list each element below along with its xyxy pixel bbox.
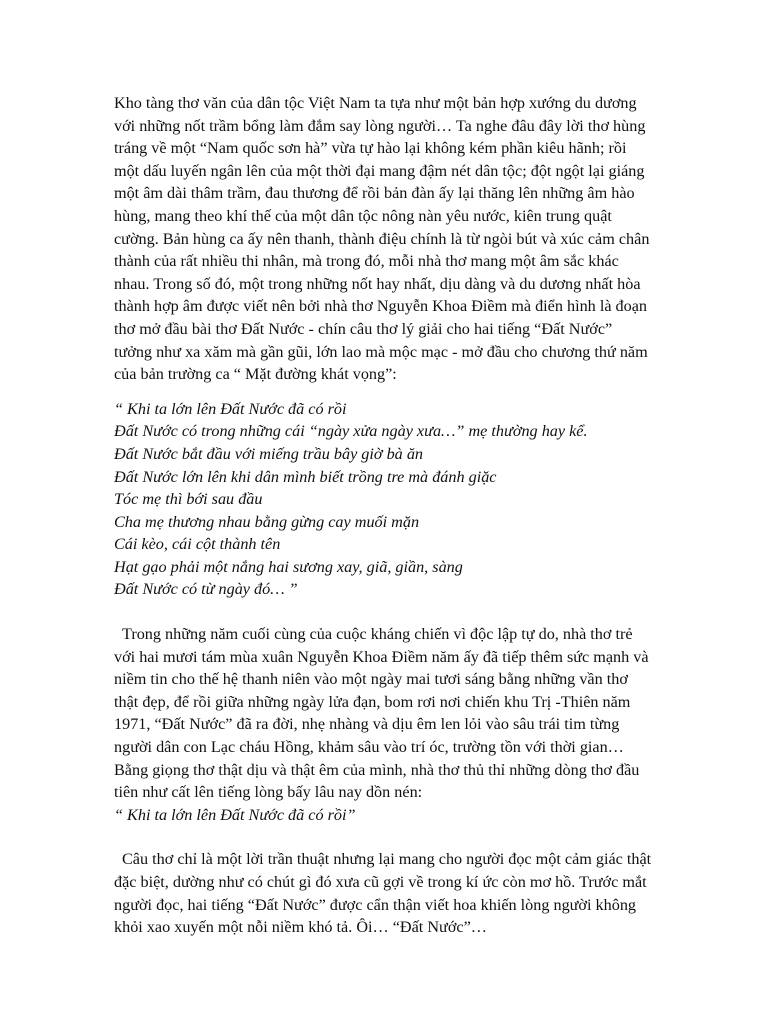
spacer <box>114 601 654 623</box>
intro-paragraph: Kho tàng thơ văn của dân tộc Việt Nam ta tựa như một bản hợp xướng du dương với những nốt trầm bổng làm đắm say lòng người… Ta nghe đâu đây lời thơ hùng tráng về một “Nam quốc sơn hà” vừa tự hào lại không kém phần kiêu hãnh; rồi một dấu luyến ngân lên của một thời đại mang đậm nét dân tộc; đột ngột lại giáng một âm dài thâm trầm, đau thương để rồi bản đàn ấy lại thăng lên những âm hào hùng, mang theo khí thế của một dân tộc nông nàn yêu nước, kiên trung quật cường. Bản hùng ca ấy nên thanh, thành điệu chính là từ ngòi bút và xúc cảm chân thành của rất nhiều thi nhân, mà trong đó, mỗi nhà thơ mang một âm sắc khác nhau. Trong số đó, một trong những nốt hay nhất, dịu dàng và du dương nhất hòa thành hợp âm được viết nên bởi nhà thơ Nguyễn Khoa Điềm mà điển hình là đoạn thơ mở đầu bài thơ Đất Nước - chín câu thơ lý giải cho hai tiếng “Đất Nước” tưởng như xa xăm mà gần gũi, lớn lao mà mộc mạc - mở đầu cho chương thứ năm của bản trường ca “ Mặt đường khát vọng”: <box>114 94 650 384</box>
poem-excerpt <box>114 398 654 601</box>
poem-line: “ Khi ta lớn lên Đất Nước đã có rồi <box>114 399 347 418</box>
spacer <box>114 826 654 848</box>
poem-line: Tóc mẹ thì bới sau đầu <box>114 490 263 509</box>
poem-line: Đất Nước có từ ngày đó… ” <box>114 580 298 599</box>
transition-paragraph: Bằng giọng thơ thật dịu và thật êm của mình, nhà thơ thủ thỉ những dòng thơ đầu tiên như cất lên tiếng lòng bấy lâu nay dồn nén: <box>114 760 640 802</box>
document-page <box>114 92 654 939</box>
context-paragraph: Trong những năm cuối cùng của cuộc kháng chiến vì độc lập tự do, nhà thơ trẻ với hai mươi tám mùa xuân Nguyễn Khoa Điềm năm ấy đã tiếp thêm sức mạnh và niềm tin cho thế hệ thanh niên vào một ngày mai tươi sáng bằng những vần thơ thật đẹp, để rồi giữa những ngày lửa đạn, bom rơi nơi chiến khu Trị -Thiên năm 1971, “Đất Nước” đã ra đời, nhẹ nhàng và dịu êm len lỏi vào sâu trái tim từng người dân con Lạc cháu Hồng, khảm sâu vào trí óc, trường tồn với thời gian… <box>114 625 649 757</box>
poem-line: Cha mẹ thương nhau bằng gừng cay muối mặn <box>114 512 420 531</box>
analysis-paragraph: Câu thơ chỉ là một lời trần thuật nhưng lại mang cho người đọc một cảm giác thật đặc biệt, dường như có chút gì đó xưa cũ gợi về trong kí ức còn mơ hồ. Trước mắt người đọc, hai tiếng “Đất Nước” được cẩn thận viết hoa khiến lòng người không khỏi xao xuyến một nỗi niềm khó tả. Ôi… “Đất Nước”… <box>114 850 652 937</box>
quoted-verse: “ Khi ta lớn lên Đất Nước đã có rồi” <box>114 805 356 824</box>
poem-line: Hạt gạo phải một nắng hai sương xay, giã, giần, sàng <box>114 557 463 576</box>
poem-line: Đất Nước bắt đầu với miếng trầu bây giờ bà ăn <box>114 444 424 463</box>
poem-line: Đất Nước có trong những cái “ngày xửa ngày xưa…” mẹ thường hay kể. <box>114 422 588 441</box>
poem-line: Đất Nước lớn lên khi dân mình biết trồng tre mà đánh giặc <box>114 467 497 486</box>
spacer <box>114 386 654 398</box>
poem-line: Cái kèo, cái cột thành tên <box>114 535 281 554</box>
